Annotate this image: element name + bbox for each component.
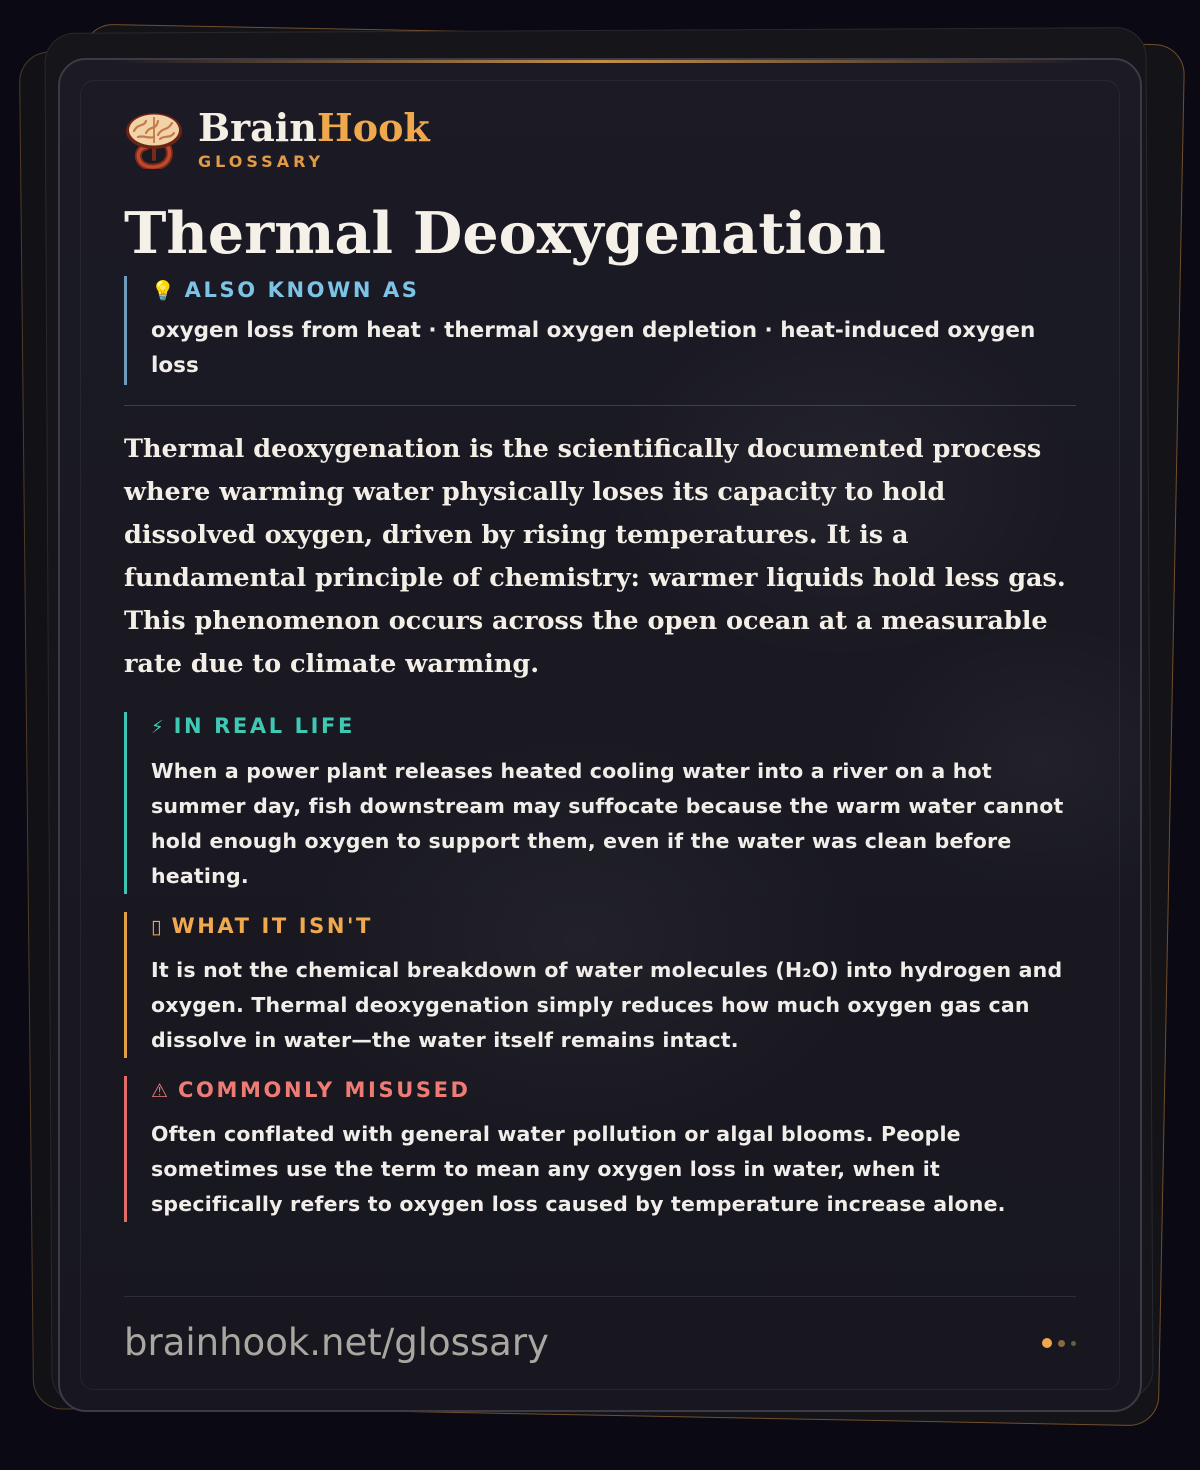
also-known-as-text: oxygen loss from heat · thermal oxygen depletion · heat-induced oxygen loss: [151, 318, 1036, 378]
brand-subtitle: GLOSSARY: [198, 151, 325, 171]
pagination-dot: [1058, 1340, 1065, 1347]
in-real-life-text: When a power plant releases heated cooling water into a river on a hot summer day, fish downstream may suffocate because the warm water cannot hold enough oxygen to support them, even if the water was clean before heating.: [151, 759, 1064, 888]
commonly-misused-label: COMMONLY MISUSED: [178, 1078, 471, 1102]
also-known-as-section: [124, 276, 1076, 385]
what-it-isnt-text: It is not the chemical breakdown of water molecules (H₂O) into hydrogen and oxygen. Thermal deoxygenation simply reduces how much oxygen gas can dissolve in water—the water itself remains intact.: [151, 958, 1063, 1052]
glossary-card: [58, 58, 1142, 1412]
brand-name-hook: Hook: [316, 104, 430, 150]
what-it-isnt-heading: [151, 912, 1076, 941]
card-content: [124, 106, 1076, 1222]
footer-divider: [124, 1296, 1076, 1297]
definition-text: Thermal deoxygenation is the scientifically documented process where warming water physically loses its capacity to hold dissolved oxygen, driven by rising temperatures. It is a fundamental principle of chemistry: warmer liquids hold less gas. This phenomenon occurs across the open ocean at a measurable rate due to climate warming.: [124, 434, 1066, 679]
brain-hook-logo-icon: [124, 109, 184, 169]
in-real-life-section: [124, 712, 1076, 894]
lightning-icon: ⚡: [151, 717, 164, 738]
warning-icon: ⚠: [151, 1080, 169, 1102]
commonly-misused-text: Often conflated with general water pollution or algal blooms. People sometimes use the term to mean any oxygen loss in water, when it specifically refers to oxygen loss caused by temperature increase alone.: [151, 1122, 1006, 1216]
lightbulb-icon: 💡: [151, 280, 175, 302]
brand-header: [124, 106, 1076, 172]
pagination-dot-active: [1042, 1338, 1052, 1348]
brand-name-brain: Brain: [198, 104, 317, 150]
what-it-isnt-label: WHAT IT ISN'T: [171, 914, 373, 938]
commonly-misused-section: [124, 1076, 1076, 1222]
pagination-dots: [1036, 1338, 1076, 1348]
term-title: Thermal Deoxygenation: [124, 200, 886, 267]
also-known-as-label: ALSO KNOWN AS: [184, 278, 420, 302]
in-real-life-label: IN REAL LIFE: [173, 714, 355, 738]
pagination-dot: [1071, 1341, 1076, 1346]
footer-url-link[interactable]: brainhook.net/glossary: [124, 1321, 549, 1364]
what-it-isnt-section: [124, 912, 1076, 1058]
commonly-misused-heading: [151, 1076, 1076, 1105]
section-divider: [124, 405, 1076, 406]
in-real-life-heading: [151, 712, 1076, 742]
brand-name: [198, 104, 430, 150]
brand-text: [198, 104, 430, 171]
prohibited-icon: ▯: [151, 916, 162, 938]
also-known-as-heading: [151, 276, 1076, 305]
